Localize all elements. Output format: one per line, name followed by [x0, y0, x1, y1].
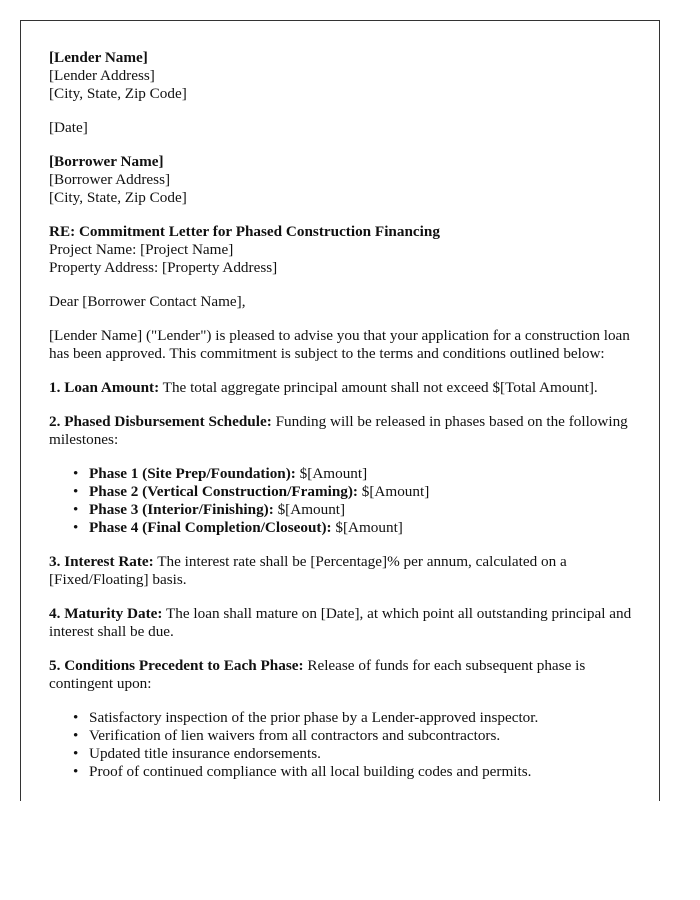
section-interest-rate: [49, 553, 639, 589]
bullet-icon: •: [73, 465, 79, 482]
phase-label: Phase 2 (Vertical Construction/Framing):: [89, 483, 358, 500]
borrower-name: [Borrower Name]: [49, 153, 164, 170]
list-item: [73, 745, 639, 763]
lender-address: [Lender Address]: [49, 67, 155, 84]
section-heading: 2. Phased Disbursement Schedule:: [49, 413, 272, 430]
section-heading: 1. Loan Amount:: [49, 379, 160, 396]
salutation: Dear [Borrower Contact Name],: [49, 293, 246, 310]
property-address: Property Address: [Property Address]: [49, 259, 278, 276]
section-text: The total aggregate principal amount shall not exceed $[Total Amount].: [159, 379, 598, 396]
section-text: The loan shall mature on [Date], at which point all outstanding principal and interest shall be due.: [49, 605, 632, 640]
section-conditions: [49, 657, 639, 693]
condition-text: Updated title insurance endorsements.: [89, 745, 321, 762]
bullet-icon: •: [73, 709, 79, 726]
list-item: [73, 727, 639, 745]
condition-text: Verification of lien waivers from all contractors and subcontractors.: [89, 727, 501, 744]
section-heading: 3. Interest Rate:: [49, 553, 154, 570]
re-block: [49, 223, 639, 277]
bullet-icon: •: [73, 519, 79, 536]
section-disbursement: [49, 413, 639, 449]
phase-label: Phase 3 (Interior/Finishing):: [89, 501, 274, 518]
section-heading: 5. Conditions Precedent to Each Phase:: [49, 657, 304, 674]
section-loan-amount: [49, 379, 639, 397]
phase-amount: $[Amount]: [295, 465, 368, 482]
phase-amount: $[Amount]: [357, 483, 430, 500]
commitment-letter: [49, 49, 639, 797]
lender-city-state-zip: [City, State, Zip Code]: [49, 85, 187, 102]
condition-text: Proof of continued compliance with all local building codes and permits.: [89, 763, 532, 780]
borrower-address: [Borrower Address]: [49, 171, 171, 188]
bullet-icon: •: [73, 501, 79, 518]
lender-name: [Lender Name]: [49, 49, 148, 66]
list-item: [73, 709, 639, 727]
conditions-list: [49, 709, 639, 781]
re-subject: RE: Commitment Letter for Phased Construction Financing: [49, 223, 440, 240]
intro-paragraph: [Lender Name] ("Lender") is pleased to advise you that your application for a construction loan has been approved. This commitment is subject to the terms and conditions outlined below:: [49, 327, 630, 362]
phase-label: Phase 1 (Site Prep/Foundation):: [89, 465, 296, 482]
section-text: Release of funds for each subsequent phase is contingent upon:: [49, 657, 586, 692]
letter-date: [Date]: [49, 119, 88, 136]
section-text: The interest rate shall be [Percentage]% per annum, calculated on a [Fixed/Floating] basis.: [49, 553, 567, 588]
section-maturity-date: [49, 605, 639, 641]
list-item: [73, 501, 639, 519]
condition-text: Satisfactory inspection of the prior phase by a Lender-approved inspector.: [89, 709, 539, 726]
phase-label: Phase 4 (Final Completion/Closeout):: [89, 519, 332, 536]
list-item: [73, 519, 639, 537]
phase-amount: $[Amount]: [331, 519, 403, 536]
borrower-address-block: [49, 153, 639, 207]
phase-amount: $[Amount]: [273, 501, 346, 518]
bullet-icon: •: [73, 727, 79, 744]
bullet-icon: •: [73, 745, 79, 762]
section-text: Funding will be released in phases based on the following milestones:: [49, 413, 628, 448]
bullet-icon: •: [73, 763, 79, 780]
project-name: Project Name: [Project Name]: [49, 241, 234, 258]
list-item: [73, 465, 639, 483]
section-heading: 4. Maturity Date:: [49, 605, 163, 622]
bullet-icon: •: [73, 483, 79, 500]
list-item: [73, 483, 639, 501]
borrower-city-state-zip: [City, State, Zip Code]: [49, 189, 187, 206]
list-item: [73, 763, 639, 781]
lender-address-block: [49, 49, 639, 103]
letter-page: [20, 20, 660, 801]
phase-list: [49, 465, 639, 537]
